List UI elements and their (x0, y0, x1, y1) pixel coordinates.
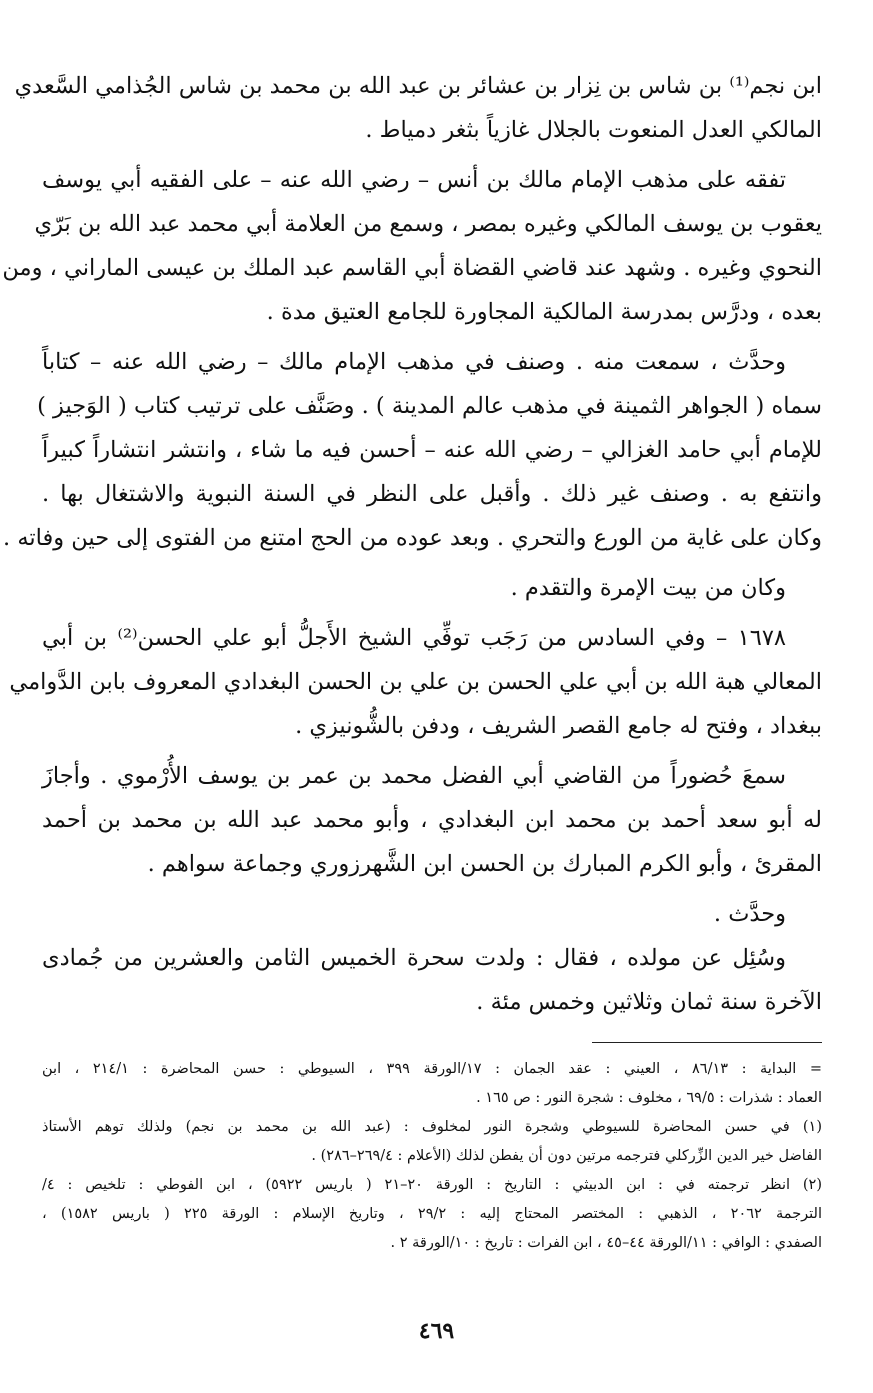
footnote-separator (592, 1042, 822, 1043)
footnote-1 (42, 1113, 822, 1171)
text-line: وكان من بيت الإمرة والتقدم . (510, 575, 786, 601)
paragraph-hearing (42, 754, 822, 886)
paragraph-works (3, 340, 822, 560)
footnote-continuation (42, 1055, 822, 1113)
footnote-line: (١) في حسن المحاضرة للسيوطي وشجرة النور لمخلوف : (عبد الله بن محمد بن نجم) ولذلك توهم الأستاذ (42, 1119, 822, 1135)
text-line: المقرئ ، وأبو الكرم المبارك بن الحسن ابن الشَّهرزوري وجماعة سواهم . (147, 851, 822, 877)
footnote-2 (42, 1171, 822, 1258)
text-line: يعقوب بن يوسف المالكي وغيره بمصر ، وسمع من العلامة أبي محمد عبد الله بن بَرّي (34, 211, 822, 237)
footnote-line: العماد : شذرات : ٦٩/٥ ، مخلوف : شجرة النور : ص ١٦٥ . (476, 1090, 822, 1106)
text-line: وسُئِل عن مولده ، فقال : ولدت سحرة الخميس الثامن والعشرين من جُمادى (42, 945, 786, 971)
text-line: المعالي هبة الله بن أبي علي الحسن بن علي بن الحسن البغدادي المعروف بابن الدَّوامي (9, 669, 822, 695)
text-line: وانتفع به . وصنف غير ذلك . وأقبل على النظر في السنة النبوية والاشتغال بها . (42, 481, 822, 507)
text-line: وكان على غاية من الورع والتحري . وبعد عوده من الحج امتنع من الفتوى إلى حين وفاته . (3, 525, 822, 551)
page-number: ٤٦٩ (418, 1318, 455, 1344)
text-line: سماه ( الجواهر الثمينة في مذهب عالم المدينة ) . وصَنَّف على ترتيب كتاب ( الوَجيز ) (37, 393, 822, 419)
entry-1678 (9, 616, 822, 748)
text-line: ببغداد ، وفتح له جامع القصر الشريف ، ودفن بالشُّونيزي . (295, 713, 822, 739)
footnote-line: = البداية : ٨٦/١٣ ، العيني : عقد الجمان : ١٧/الورقة ٣٩٩ ، السيوطي : حسن المحاضرة : ٢١٤/١ ، ابن (42, 1061, 822, 1077)
footnote-line: (٢) انظر ترجمته في : ابن الدبيثي : التاريخ : الورقة ٢٠–٢١ ( باريس ٥٩٢٢) ، ابن الفوطي : تلخيص : ٤/ (42, 1177, 822, 1193)
text-line: النحوي وغيره . وشهد عند قاضي القضاة أبي القاسم عبد الملك بن عيسى الماراني ، ومن (2, 255, 822, 281)
footnote-line: الفاضل خير الدين الزِّركلي فترجمه مرتين دون أن يفطن لذلك (الأعلام : ٢٦٩/٤–٢٨٦) . (311, 1148, 822, 1164)
text-line: وحدَّث ، سمعت منه . وصنف في مذهب الإمام مالك – رضي الله عنه – كتاباً (42, 349, 786, 375)
text-line: ابن نجم⁽¹⁾ بن شاس بن نِزار بن عشائر بن عبد الله بن محمد بن شاس الجُذامي السَّعدي (14, 73, 822, 99)
footnote-line: الترجمة ٢٠٦٢ ، الذهبي : المختصر المحتاج إليه : ٢٩/٢ ، وتاريخ الإسلام : الورقة ٢٢٥ ( باريس ١٥٨٢) ، (42, 1206, 822, 1222)
text-line: المالكي العدل المنعوت بالجلال غازياً بثغر دمياط . (365, 117, 822, 143)
footnote-line: الصفدي : الوافي : ١١/الورقة ٤٤–٤٥ ، ابن الفرات : تاريخ : ١٠/الورقة ٢ . (390, 1235, 822, 1251)
text-line: للإمام أبي حامد الغزالي – رضي الله عنه – أحسن فيه ما شاء ، وانتشر انتشاراً كبيراً (42, 437, 822, 463)
paragraph-narrated (42, 892, 822, 936)
text-line: ١٦٧٨ – وفي السادس من رَجَب توفِّي الشيخ الأَجلُّ أبو علي الحسن⁽²⁾ بن أبي (42, 625, 786, 651)
paragraph-continuation (14, 64, 822, 152)
paragraph-family (42, 566, 822, 610)
paragraph-study (2, 158, 822, 334)
text-line: له أبو سعد أحمد بن محمد ابن البغدادي ، وأبو محمد عبد الله بن محمد بن أحمد (42, 807, 822, 833)
text-line: بعده ، ودرَّس بمدرسة المالكية المجاورة للجامع العتيق مدة . (266, 299, 822, 325)
page-body (2, 64, 822, 1258)
text-line: سمعَ حُضوراً من القاضي أبي الفضل محمد بن عمر بن يوسف الأُرْموي . وأجازَ (42, 763, 786, 789)
text-line: وحدَّث . (713, 901, 786, 927)
paragraph-birth (42, 936, 822, 1024)
text-line: تفقه على مذهب الإمام مالك بن أنس – رضي الله عنه – على الفقيه أبي يوسف (42, 167, 786, 193)
footnotes (42, 1055, 822, 1258)
text-line: الآخرة سنة ثمان وثلاثين وخمس مئة . (476, 989, 822, 1015)
